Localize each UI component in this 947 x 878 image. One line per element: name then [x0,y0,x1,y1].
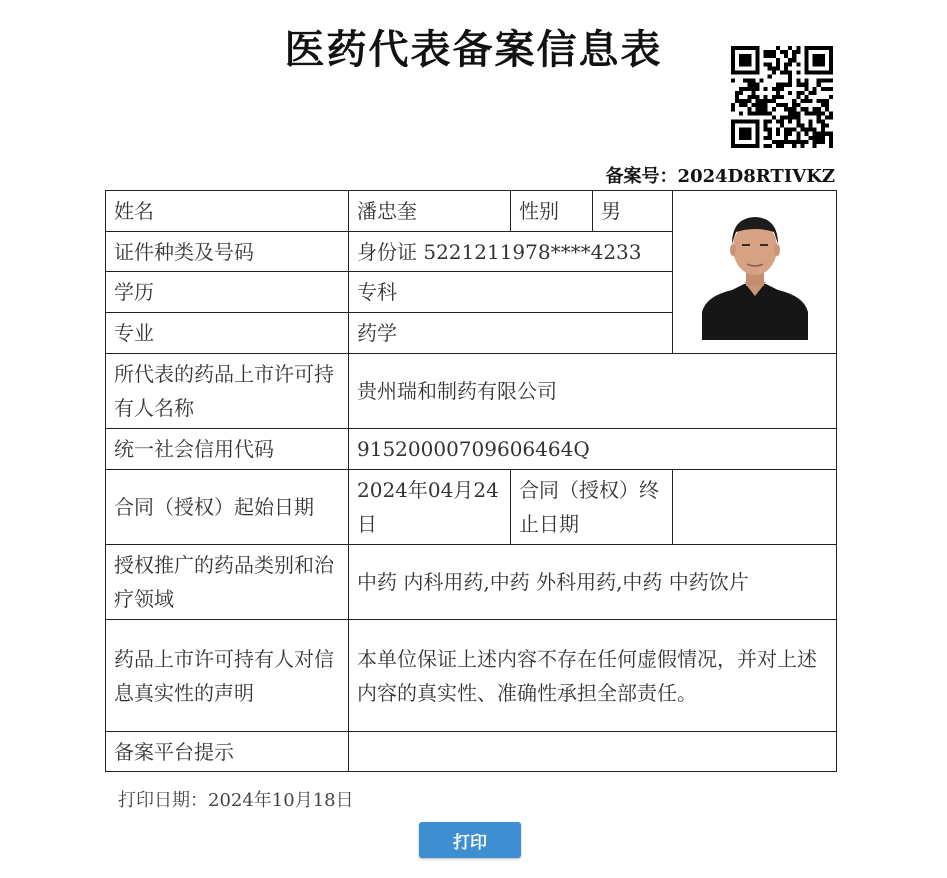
holder-value: 贵州瑞和制药有限公司 [349,354,837,429]
info-table [105,190,837,772]
major-value: 药学 [349,313,673,354]
name-value: 潘忠奎 [349,191,511,232]
category-label: 授权推广的药品类别和治疗领域 [106,545,349,620]
category-value: 中药 内科用药,中药 外科用药,中药 中药饮片 [349,545,837,620]
photo-cell [673,191,837,354]
credit-code-label: 统一社会信用代码 [106,429,349,470]
contract-end-label: 合同（授权）终止日期 [511,470,673,545]
print-button[interactable]: 打印 [419,822,521,858]
gender-value: 男 [593,191,673,232]
id-value: 身份证 5221211978****4233 [349,232,673,272]
platform-value [349,732,837,772]
declaration-value: 本单位保证上述内容不存在任何虚假情况，并对上述内容的真实性、准确性承担全部责任。 [349,620,837,732]
contract-start-value: 2024年04月24日 [349,470,511,545]
id-photo [702,204,808,340]
qr-code [731,46,833,148]
holder-label: 所代表的药品上市许可持有人名称 [106,354,349,429]
credit-code-value: 91520000709606464Q [349,429,837,470]
print-date: 打印日期：2024年10月18日 [118,790,354,811]
record-number: 备案号：2024D8RTIVKZ [605,166,835,187]
declaration-label: 药品上市许可持有人对信息真实性的声明 [106,620,349,732]
education-label: 学历 [106,272,349,313]
contract-start-label: 合同（授权）起始日期 [106,470,349,545]
contract-end-value [673,470,837,545]
gender-label: 性别 [511,191,593,232]
id-label: 证件种类及号码 [106,232,349,272]
platform-label: 备案平台提示 [106,732,349,772]
name-label: 姓名 [106,191,349,232]
major-label: 专业 [106,313,349,354]
page-title: 医药代表备案信息表 [284,26,663,73]
education-value: 专科 [349,272,673,313]
